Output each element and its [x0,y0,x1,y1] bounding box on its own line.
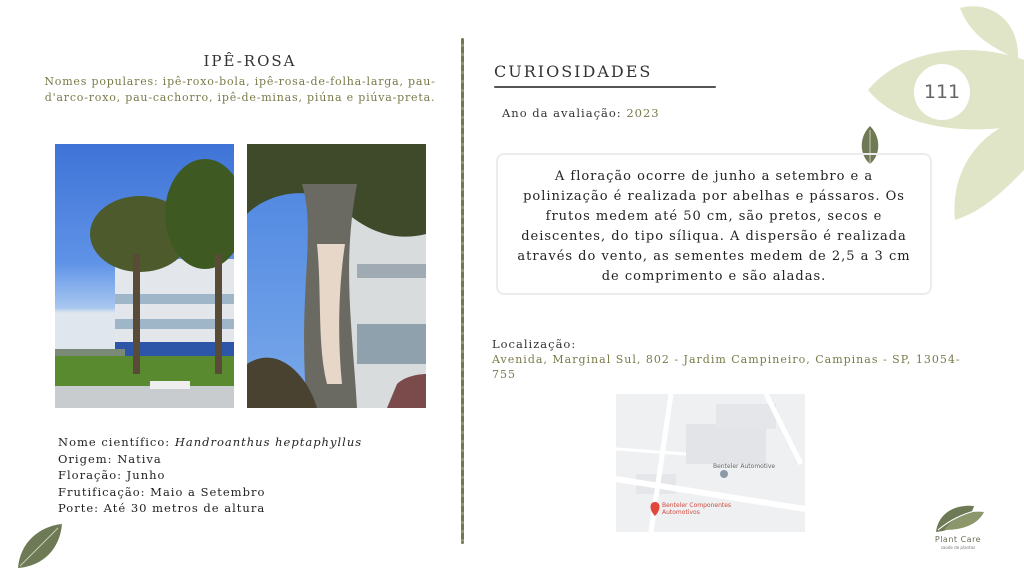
curiosities-text: A floração ocorre de junho a setembro e a polinização é realizada por abelhas e pássaros. Os frutos medem até 50 cm, são pretos, secos e deiscentes, do tipo síliqua. A dispersão é realizada através do vento, as sementes medem de 2,5 a 3 cm de comprimento e são aladas. [496,153,932,295]
column-divider [461,38,464,544]
plant-care-logo [934,502,986,534]
plant-title: IPÊ-ROSA [203,52,297,70]
scientific-name-label: Nome científico: [58,435,175,449]
tree-photo-building [55,144,234,408]
year-label: Ano da avaliação: [502,106,627,120]
logo-tagline: saúde de plantas [940,545,976,550]
location-label: Localização: [492,337,577,351]
map-label-automotive: Benteler Automotive [713,463,776,470]
leaf-bottom [954,118,1024,220]
map-label-components: Benteler Componentes Automotivos [662,502,732,516]
logo-name: Plant Care [934,535,982,544]
evaluation-year [502,106,660,120]
origin: Origem: Nativa [58,451,162,466]
flowering: Floração: Junho [58,468,166,482]
scientific-name [58,434,362,451]
plant-facts [58,434,362,517]
map-pin-gray-icon [720,470,728,478]
location-address: Avenida, Marginal Sul, 802 - Jardim Campineiro, Campinas - SP, 13054-755 [492,353,961,381]
page-number: 111 [914,64,970,120]
scientific-name-value: Handroanthus heptaphyllus [174,435,363,449]
leaf-icon [14,522,64,570]
year-value: 2023 [626,106,660,120]
fruiting: Frutificação: Maio a Setembro [58,484,266,499]
curiosities-heading: CURIOSIDADES [494,62,653,81]
size: Porte: Até 30 metros de altura [58,501,266,515]
popular-names: Nomes populares: ipê-roxo-bola, ipê-rosa-de-folha-larga, pau-d'arco-roxo, pau-cachorro, ipê-de-minas, piúna e piúva-preta. [44,75,436,104]
tree-trunk-photo [247,144,426,408]
heading-underline [494,86,716,88]
